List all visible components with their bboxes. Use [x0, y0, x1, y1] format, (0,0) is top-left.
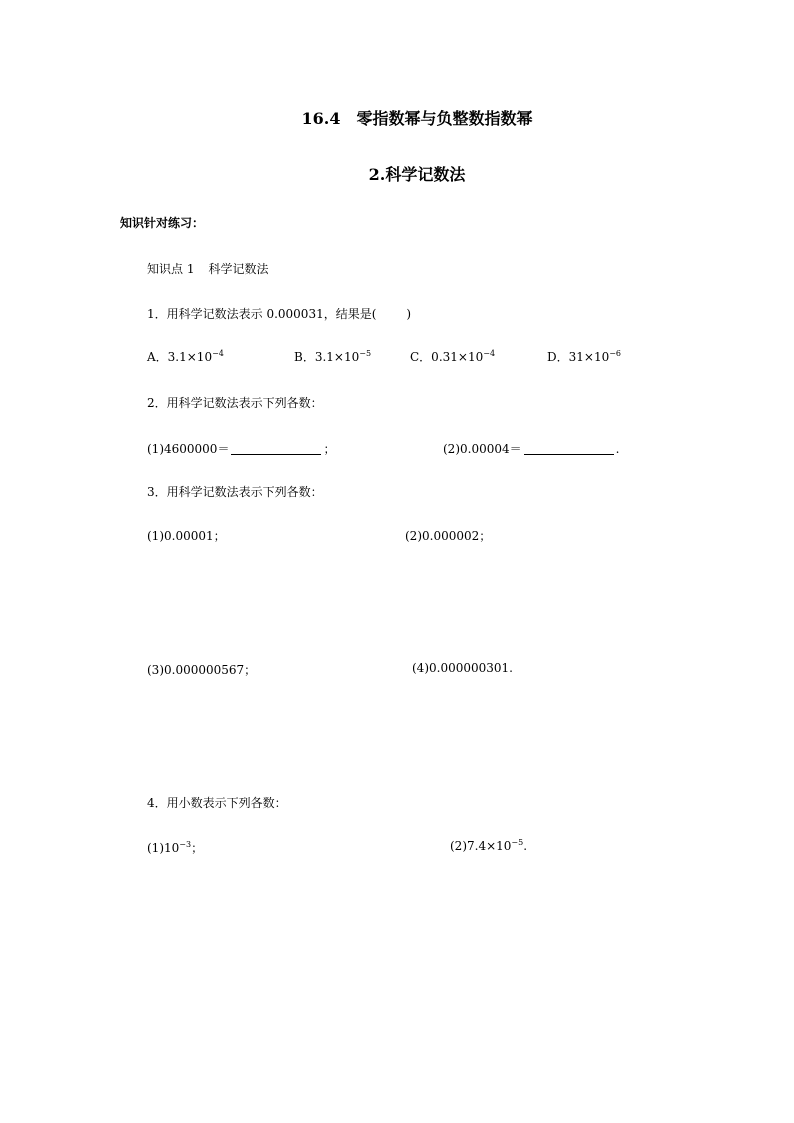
q4-part-1: $(1)10^{-3}$； — [147, 840, 204, 855]
page-subtitle: 2.科学记数法 — [368, 165, 466, 184]
section-label: 知识针对练习： — [120, 216, 205, 230]
question-1-stem: 1．用科学记数法表示 0.000031，结果是( ) — [147, 307, 412, 321]
q1-option-a: A．$3.1\times 10^{-4}$ — [147, 349, 224, 364]
q3-item-2: (2)0.000002； — [405, 529, 492, 543]
q1-option-c: C．$0.31\times 10^{-4}$ — [410, 349, 496, 364]
answer-blank[interactable] — [524, 442, 614, 455]
knowledge-point-name: 科学记数法 — [208, 262, 269, 276]
title-text: 零指数幂与负整数指数幂 — [356, 109, 533, 128]
question-3-stem: 3．用科学记数法表示下列各数： — [147, 485, 323, 499]
q4-part-2: $(2)7.4\times 10^{-5}$. — [450, 838, 528, 853]
knowledge-point-heading — [147, 260, 268, 277]
page-title — [0, 106, 794, 129]
q2-part-2: (2)0.00004＝ . — [443, 442, 620, 456]
q3-item-3: (3)0.000000567； — [147, 663, 257, 677]
question-4-stem: 4．用小数表示下列各数： — [147, 796, 287, 810]
answer-blank[interactable] — [231, 442, 321, 455]
question-2-stem: 2．用科学记数法表示下列各数： — [147, 396, 323, 410]
q1-option-b: B．$3.1\times 10^{-5}$ — [294, 349, 372, 364]
title-number: 16.4 — [301, 109, 341, 128]
q1-option-d: D．$31\times 10^{-6}$ — [547, 349, 622, 364]
q3-item-1: (1)0.00001； — [147, 529, 226, 543]
knowledge-point-label: 知识点 1 — [147, 262, 195, 276]
q3-item-4: (4)0.000000301. — [412, 661, 513, 675]
q2-part-1: (1)4600000＝ ； — [147, 442, 336, 456]
